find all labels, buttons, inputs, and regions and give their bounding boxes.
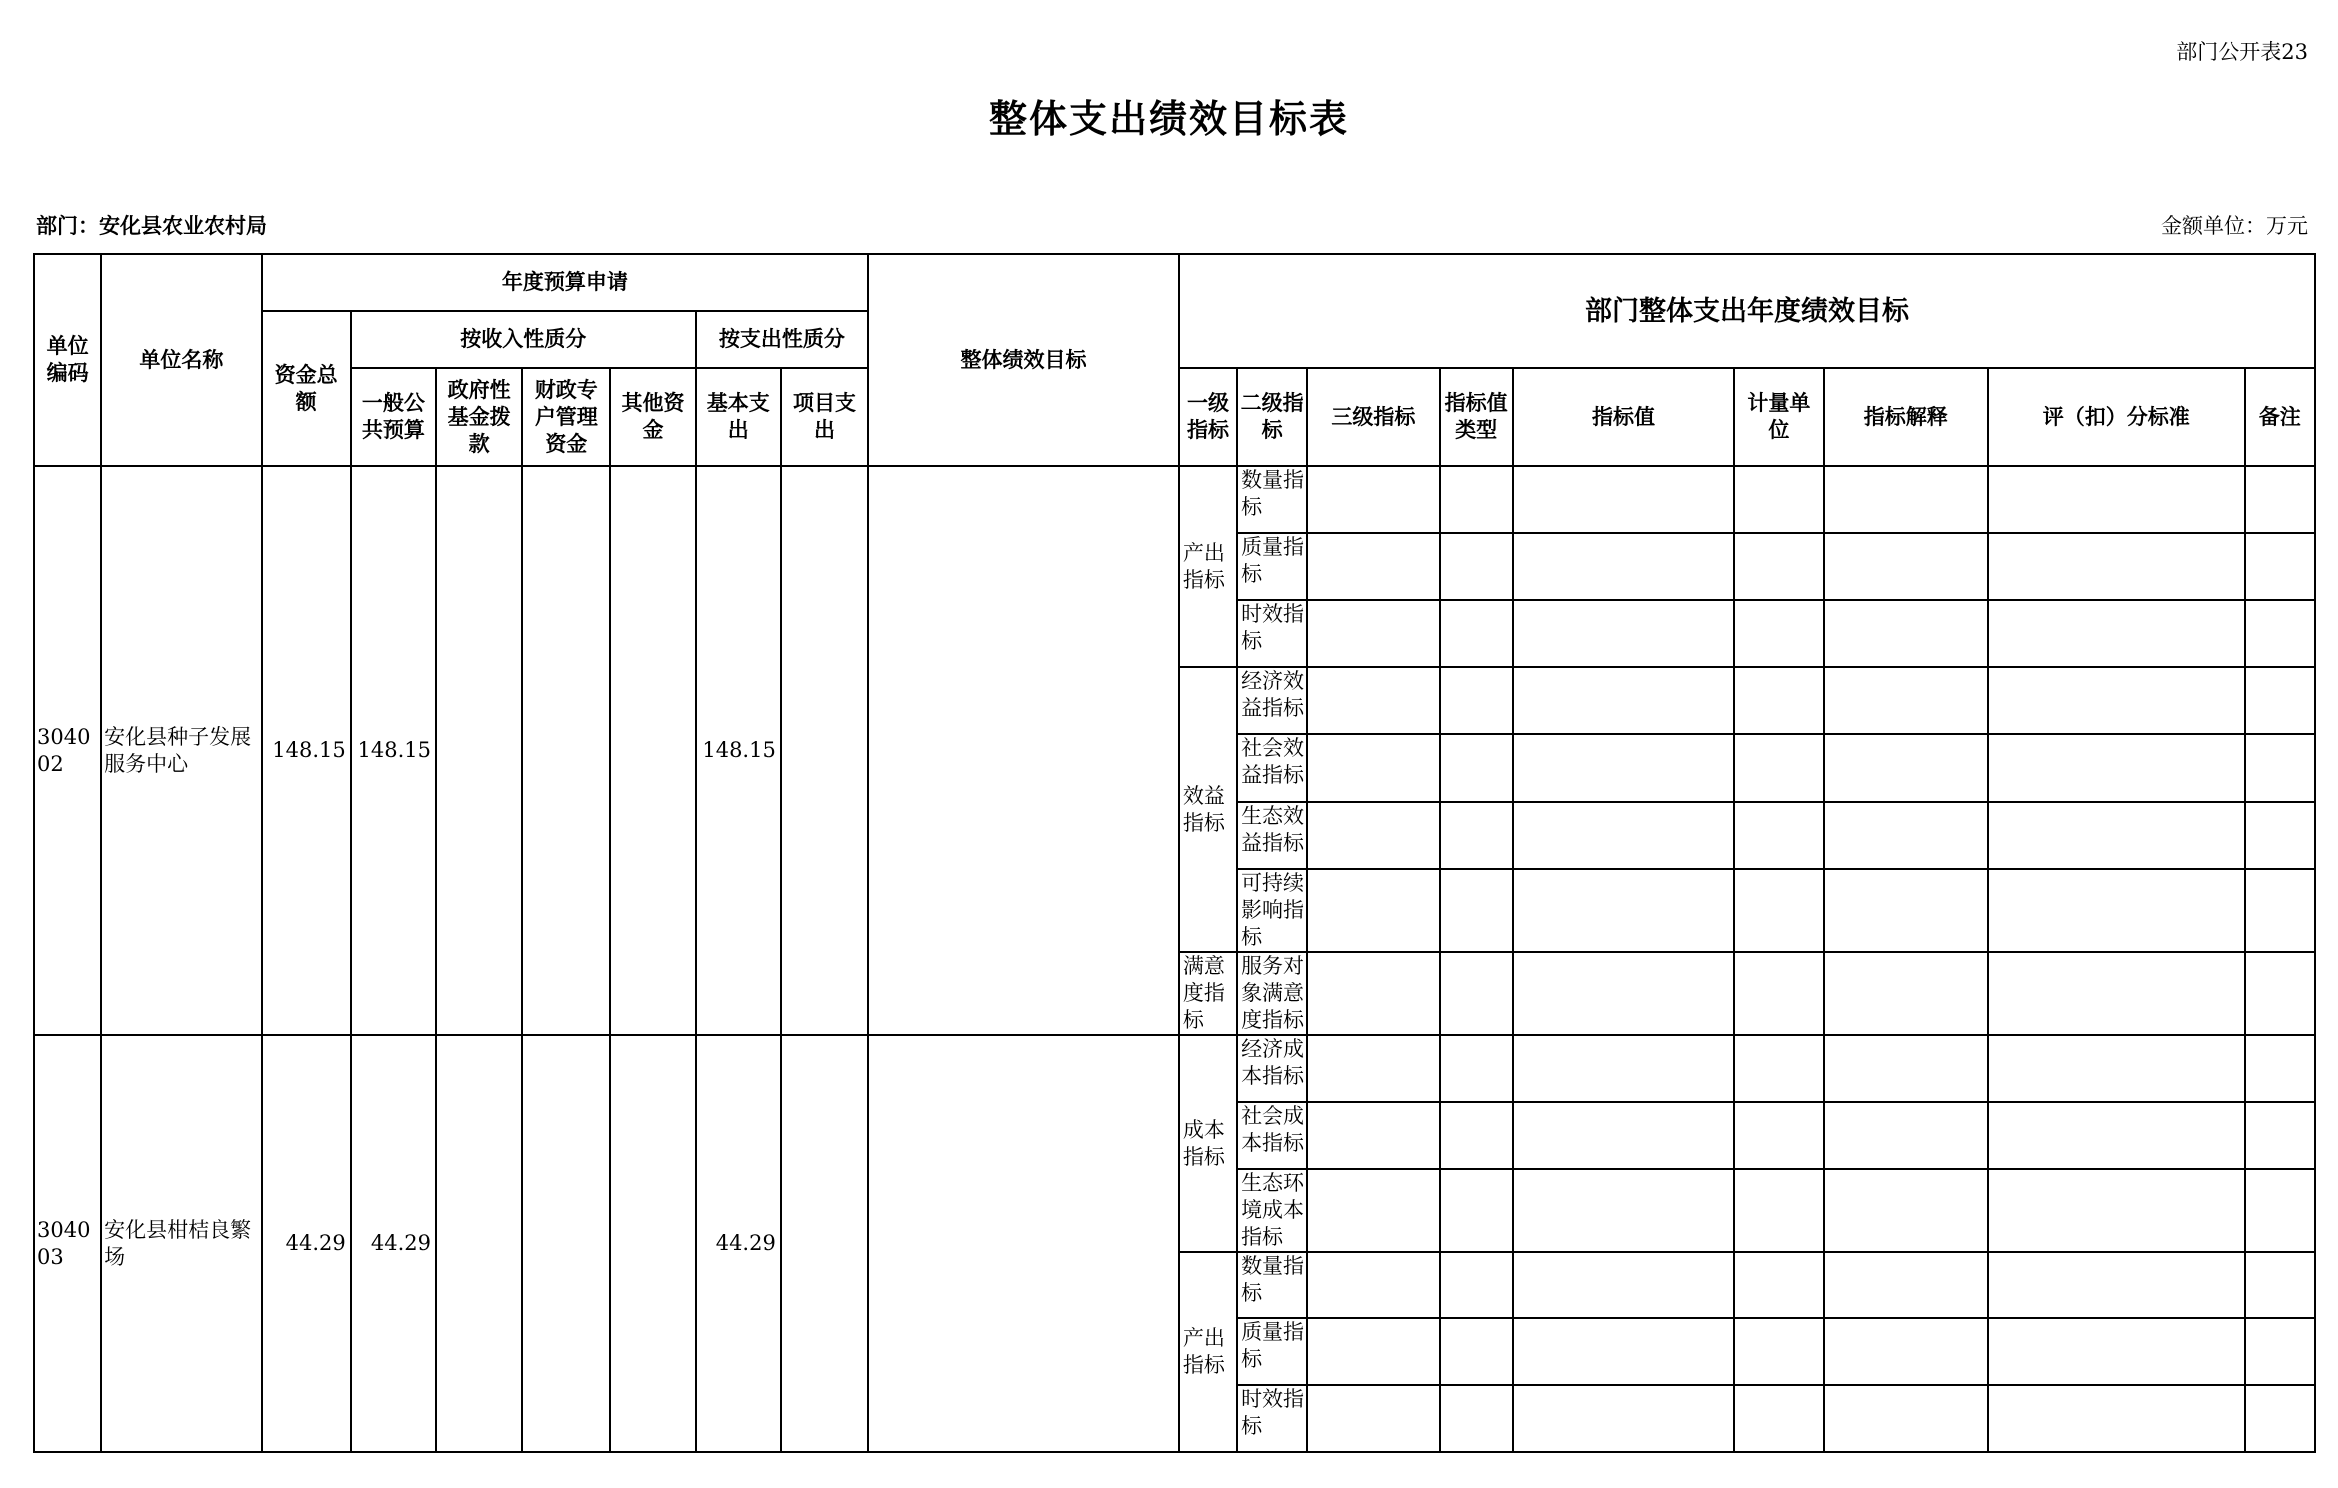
overall-goal-header: 整体绩效目标 xyxy=(868,254,1179,466)
scoring-cell[interactable] xyxy=(1988,1035,2245,1102)
level1-cell: 效益指标 xyxy=(1179,667,1237,952)
remark-cell[interactable] xyxy=(2245,1385,2315,1452)
overall-goal-cell xyxy=(868,1035,1179,1452)
value-cell[interactable] xyxy=(1513,869,1735,952)
level1-cell: 产出指标 xyxy=(1179,1252,1237,1452)
explanation-cell[interactable] xyxy=(1824,952,1988,1035)
unit-name-header: 单位名称 xyxy=(101,254,261,466)
value-type-cell[interactable] xyxy=(1440,1318,1513,1385)
general-public-cell: 44.29 xyxy=(351,1035,436,1452)
level2-cell: 数量指标 xyxy=(1237,466,1307,533)
level2-cell: 时效指标 xyxy=(1237,600,1307,667)
unit-code-header: 单位编码 xyxy=(34,254,101,466)
level3-cell[interactable] xyxy=(1307,600,1439,667)
remark-cell[interactable] xyxy=(2245,466,2315,533)
explanation-header: 指标解释 xyxy=(1824,368,1988,466)
scoring-cell[interactable] xyxy=(1988,533,2245,600)
gov-fund-cell xyxy=(436,1035,522,1452)
dept-goals-header: 部门整体支出年度绩效目标 xyxy=(1179,254,2315,368)
form-number: 部门公开表23 xyxy=(2176,40,2308,64)
value-type-cell[interactable] xyxy=(1440,1102,1513,1169)
basic-expense-cell: 148.15 xyxy=(696,466,781,1035)
value-cell[interactable] xyxy=(1513,952,1735,1035)
scoring-cell[interactable] xyxy=(1988,869,2245,952)
value-type-cell[interactable] xyxy=(1440,952,1513,1035)
value-cell[interactable] xyxy=(1513,1102,1735,1169)
remark-cell[interactable] xyxy=(2245,667,2315,734)
explanation-cell[interactable] xyxy=(1824,1169,1988,1252)
value-type-header: 指标值类型 xyxy=(1440,368,1513,466)
level2-cell: 生态效益指标 xyxy=(1237,802,1307,869)
measure-unit-cell[interactable] xyxy=(1734,1035,1823,1102)
level1-cell: 产出指标 xyxy=(1179,466,1237,667)
level3-cell[interactable] xyxy=(1307,952,1439,1035)
value-cell[interactable] xyxy=(1513,1385,1735,1452)
project-expense-header: 项目支出 xyxy=(781,368,868,466)
value-cell[interactable] xyxy=(1513,1035,1735,1102)
basic-expense-cell: 44.29 xyxy=(696,1035,781,1452)
special-account-cell xyxy=(522,1035,610,1452)
value-type-cell[interactable] xyxy=(1440,600,1513,667)
remark-cell[interactable] xyxy=(2245,600,2315,667)
measure-unit-cell[interactable] xyxy=(1734,1252,1823,1318)
explanation-cell[interactable] xyxy=(1824,600,1988,667)
total-funds-cell: 44.29 xyxy=(262,1035,351,1452)
explanation-cell[interactable] xyxy=(1824,1252,1988,1318)
scoring-cell[interactable] xyxy=(1988,1169,2245,1252)
scoring-cell[interactable] xyxy=(1988,466,2245,533)
scoring-cell[interactable] xyxy=(1988,1102,2245,1169)
measure-unit-cell[interactable] xyxy=(1734,1385,1823,1452)
unit-code-cell: 304002 xyxy=(34,466,101,1035)
scoring-cell[interactable] xyxy=(1988,734,2245,802)
level2-header: 二级指标 xyxy=(1237,368,1307,466)
overall-goal-cell xyxy=(868,466,1179,1035)
level1-cell: 满意度指标 xyxy=(1179,952,1237,1035)
explanation-cell[interactable] xyxy=(1824,466,1988,533)
explanation-cell[interactable] xyxy=(1824,1102,1988,1169)
special-account-cell xyxy=(522,466,610,1035)
special-account-header: 财政专户管理资金 xyxy=(522,368,610,466)
department-label: 部门：安化县农业农村局 xyxy=(36,213,267,238)
value-type-cell[interactable] xyxy=(1440,1035,1513,1102)
gov-fund-header: 政府性基金拨款 xyxy=(436,368,522,466)
level2-cell: 质量指标 xyxy=(1237,533,1307,600)
value-type-cell[interactable] xyxy=(1440,533,1513,600)
explanation-cell[interactable] xyxy=(1824,869,1988,952)
amount-unit-label: 金额单位：万元 xyxy=(2161,214,2308,238)
project-expense-cell xyxy=(781,466,868,1035)
value-cell[interactable] xyxy=(1513,734,1735,802)
value-cell[interactable] xyxy=(1513,802,1735,869)
unit-name-cell: 安化县种子发展服务中心 xyxy=(101,466,261,1035)
by-expense-header: 按支出性质分 xyxy=(696,311,869,368)
explanation-cell[interactable] xyxy=(1824,802,1988,869)
level3-cell[interactable] xyxy=(1307,1169,1439,1252)
value-type-cell[interactable] xyxy=(1440,466,1513,533)
value-cell[interactable] xyxy=(1513,1169,1735,1252)
level2-cell: 经济成本指标 xyxy=(1237,1035,1307,1102)
value-type-cell[interactable] xyxy=(1440,1252,1513,1318)
measure-unit-cell[interactable] xyxy=(1734,1102,1823,1169)
level3-cell[interactable] xyxy=(1307,802,1439,869)
scoring-cell[interactable] xyxy=(1988,952,2245,1035)
value-header: 指标值 xyxy=(1513,368,1735,466)
other-funds-cell xyxy=(610,1035,695,1452)
level2-cell: 数量指标 xyxy=(1237,1252,1307,1318)
value-cell[interactable] xyxy=(1513,1252,1735,1318)
scoring-cell[interactable] xyxy=(1988,600,2245,667)
level3-cell[interactable] xyxy=(1307,466,1439,533)
measure-unit-cell[interactable] xyxy=(1734,667,1823,734)
scoring-cell[interactable] xyxy=(1988,1385,2245,1452)
explanation-cell[interactable] xyxy=(1824,1035,1988,1102)
gov-fund-cell xyxy=(436,466,522,1035)
unit-name-cell: 安化县柑桔良繁场 xyxy=(101,1035,261,1452)
value-type-cell[interactable] xyxy=(1440,869,1513,952)
by-income-header: 按收入性质分 xyxy=(351,311,696,368)
measure-unit-cell[interactable] xyxy=(1734,600,1823,667)
explanation-cell[interactable] xyxy=(1824,1385,1988,1452)
remark-cell[interactable] xyxy=(2245,734,2315,802)
explanation-cell[interactable] xyxy=(1824,734,1988,802)
level3-cell[interactable] xyxy=(1307,667,1439,734)
total-funds-header: 资金总额 xyxy=(262,311,351,466)
general-public-header: 一般公共预算 xyxy=(351,368,436,466)
level2-cell: 质量指标 xyxy=(1237,1318,1307,1385)
level1-header: 一级指标 xyxy=(1179,368,1237,466)
measure-unit-cell[interactable] xyxy=(1734,1169,1823,1252)
measure-unit-header: 计量单位 xyxy=(1734,368,1823,466)
value-type-cell[interactable] xyxy=(1440,734,1513,802)
measure-unit-cell[interactable] xyxy=(1734,869,1823,952)
value-type-cell[interactable] xyxy=(1440,667,1513,734)
explanation-cell[interactable] xyxy=(1824,667,1988,734)
unit-code-cell: 304003 xyxy=(34,1035,101,1452)
level3-cell[interactable] xyxy=(1307,734,1439,802)
value-cell[interactable] xyxy=(1513,600,1735,667)
remark-cell[interactable] xyxy=(2245,1035,2315,1102)
remark-cell[interactable] xyxy=(2245,1169,2315,1252)
table-row xyxy=(34,466,2315,533)
level2-cell: 生态环境成本指标 xyxy=(1237,1169,1307,1252)
value-type-cell[interactable] xyxy=(1440,1385,1513,1452)
remark-cell[interactable] xyxy=(2245,869,2315,952)
level2-cell: 社会效益指标 xyxy=(1237,734,1307,802)
scoring-header: 评（扣）分标准 xyxy=(1988,368,2245,466)
level3-cell[interactable] xyxy=(1307,869,1439,952)
remark-cell[interactable] xyxy=(2245,533,2315,600)
value-type-cell[interactable] xyxy=(1440,1169,1513,1252)
measure-unit-cell[interactable] xyxy=(1734,533,1823,600)
value-cell[interactable] xyxy=(1513,533,1735,600)
total-funds-cell: 148.15 xyxy=(262,466,351,1035)
measure-unit-cell[interactable] xyxy=(1734,952,1823,1035)
page-title: 整体支出绩效目标表 xyxy=(988,97,1349,141)
remark-cell[interactable] xyxy=(2245,1318,2315,1385)
remark-cell[interactable] xyxy=(2245,802,2315,869)
performance-table xyxy=(33,253,2316,1453)
value-cell[interactable] xyxy=(1513,1318,1735,1385)
scoring-cell[interactable] xyxy=(1988,802,2245,869)
other-funds-cell xyxy=(610,466,695,1035)
level1-cell: 成本指标 xyxy=(1179,1035,1237,1252)
measure-unit-cell[interactable] xyxy=(1734,734,1823,802)
level2-cell: 社会成本指标 xyxy=(1237,1102,1307,1169)
scoring-cell[interactable] xyxy=(1988,1252,2245,1318)
level2-cell: 经济效益指标 xyxy=(1237,667,1307,734)
level3-cell[interactable] xyxy=(1307,1385,1439,1452)
level3-header: 三级指标 xyxy=(1307,368,1439,466)
value-cell[interactable] xyxy=(1513,466,1735,533)
measure-unit-cell[interactable] xyxy=(1734,1318,1823,1385)
level2-cell: 服务对象满意度指标 xyxy=(1237,952,1307,1035)
explanation-cell[interactable] xyxy=(1824,1318,1988,1385)
measure-unit-cell[interactable] xyxy=(1734,802,1823,869)
scoring-cell[interactable] xyxy=(1988,1318,2245,1385)
measure-unit-cell[interactable] xyxy=(1734,466,1823,533)
general-public-cell: 148.15 xyxy=(351,466,436,1035)
remark-header: 备注 xyxy=(2245,368,2315,466)
table-row xyxy=(34,1035,2315,1102)
basic-expense-header: 基本支出 xyxy=(696,368,781,466)
other-funds-header: 其他资金 xyxy=(610,368,695,466)
level3-cell[interactable] xyxy=(1307,1102,1439,1169)
remark-cell[interactable] xyxy=(2245,952,2315,1035)
level3-cell[interactable] xyxy=(1307,533,1439,600)
level2-cell: 时效指标 xyxy=(1237,1385,1307,1452)
value-cell[interactable] xyxy=(1513,667,1735,734)
remark-cell[interactable] xyxy=(2245,1102,2315,1169)
level3-cell[interactable] xyxy=(1307,1318,1439,1385)
explanation-cell[interactable] xyxy=(1824,533,1988,600)
level3-cell[interactable] xyxy=(1307,1252,1439,1318)
annual-budget-header: 年度预算申请 xyxy=(262,254,869,311)
level2-cell: 可持续影响指标 xyxy=(1237,869,1307,952)
scoring-cell[interactable] xyxy=(1988,667,2245,734)
value-type-cell[interactable] xyxy=(1440,802,1513,869)
level3-cell[interactable] xyxy=(1307,1035,1439,1102)
remark-cell[interactable] xyxy=(2245,1252,2315,1318)
project-expense-cell xyxy=(781,1035,868,1452)
